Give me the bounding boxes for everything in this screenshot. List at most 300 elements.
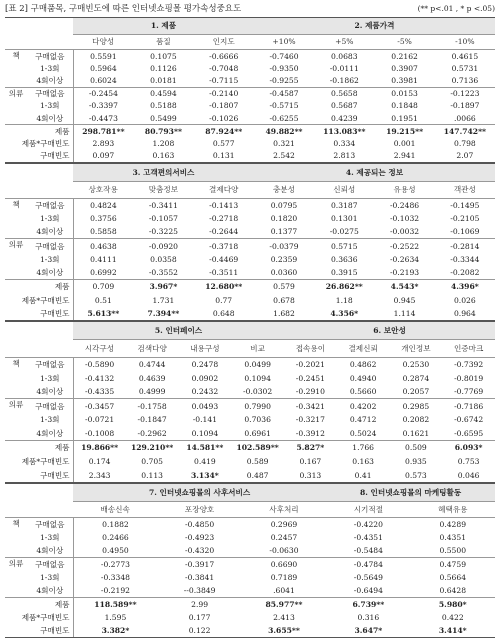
value-cell: 0.0493 bbox=[179, 399, 232, 413]
value-text: 0.577 bbox=[212, 139, 235, 149]
value-cell: -0.0032 bbox=[389, 227, 420, 237]
table-row bbox=[5, 198, 495, 212]
significance-mark: ** bbox=[234, 282, 243, 292]
value-cell bbox=[314, 280, 374, 294]
value-text: 118.589 bbox=[94, 599, 129, 609]
stat-label: 제품 bbox=[5, 441, 73, 455]
row-label: 1-3회 bbox=[27, 531, 73, 544]
value-text: 1.18 bbox=[335, 295, 353, 305]
value-cell: 0.6992 bbox=[90, 268, 117, 278]
value-text: 0.122 bbox=[188, 625, 211, 635]
value-cell: -0.3225 bbox=[148, 227, 178, 237]
value-cell: -0.2773 bbox=[73, 558, 157, 572]
value-cell: -0.0721 bbox=[85, 415, 115, 425]
section-title: 2. 제품가격 bbox=[254, 18, 495, 35]
column-header: 상호작용 bbox=[73, 181, 133, 198]
value-text: 0.487 bbox=[246, 470, 269, 480]
value-cell bbox=[435, 307, 495, 321]
section-title: 1. 제품 bbox=[73, 18, 254, 35]
value-cell: -0.5715 bbox=[269, 101, 299, 111]
group-label: 의류 bbox=[5, 87, 27, 125]
value-cell: 0.2478 bbox=[191, 359, 219, 369]
value-cell: -0.7115 bbox=[209, 76, 239, 86]
table-block bbox=[5, 163, 495, 321]
value-cell: 0.4111 bbox=[90, 254, 117, 264]
significance-mark: * bbox=[378, 625, 383, 635]
value-cell bbox=[73, 468, 126, 482]
corner-cell bbox=[5, 484, 73, 502]
value-text: 6.739 bbox=[352, 599, 377, 609]
value-text: 0.026 bbox=[453, 295, 476, 305]
column-header: 시기적절 bbox=[326, 501, 410, 517]
corner-cell bbox=[5, 501, 73, 517]
value-text: 3.414 bbox=[438, 625, 463, 635]
stat-label: 제품*구매빈도 bbox=[5, 293, 73, 306]
value-text: 1.731 bbox=[152, 295, 175, 305]
value-cell: 0.5964 bbox=[90, 63, 117, 73]
value-cell: 0.5858 bbox=[90, 227, 117, 237]
column-header: 결제신뢰 bbox=[337, 340, 390, 357]
column-header: 맞춤정보 bbox=[133, 181, 193, 198]
value-text: 0.798 bbox=[454, 139, 476, 149]
value-text: 0.422 bbox=[441, 612, 464, 622]
column-header: -10% bbox=[435, 34, 495, 49]
corner-cell bbox=[5, 322, 73, 340]
value-cell bbox=[73, 150, 133, 163]
value-cell bbox=[73, 125, 133, 138]
row-label: 구매없음 bbox=[27, 357, 73, 371]
table-block bbox=[5, 321, 495, 483]
significance-mark: * bbox=[214, 470, 219, 480]
value-cell bbox=[73, 307, 133, 321]
column-header: 다양성 bbox=[73, 34, 133, 49]
value-cell: 0.1820 bbox=[270, 214, 298, 224]
table-row bbox=[5, 385, 495, 399]
value-cell: -0.3912 bbox=[295, 428, 325, 438]
column-header: 품질 bbox=[133, 34, 193, 49]
value-cell: 0.3907 bbox=[391, 63, 418, 73]
value-cell bbox=[231, 441, 284, 455]
value-cell: 0.7136 bbox=[451, 76, 479, 86]
value-text: 0.046 bbox=[457, 470, 480, 480]
value-cell: -0.2140 bbox=[194, 87, 254, 100]
row-label: 4회이상 bbox=[27, 112, 73, 125]
value-cell: -0.2193 bbox=[389, 268, 420, 278]
value-cell: -0.9350 bbox=[269, 63, 299, 73]
value-cell: 0.0902 bbox=[191, 373, 219, 383]
value-cell: 0.5500 bbox=[439, 546, 467, 556]
value-text: 87.924 bbox=[205, 126, 235, 136]
value-cell: 0.0683 bbox=[331, 51, 358, 61]
value-cell: -0.5890 bbox=[85, 359, 115, 369]
significance-mark: ** bbox=[291, 625, 300, 635]
value-cell: -0.1495 bbox=[450, 200, 480, 210]
table-row bbox=[5, 571, 495, 584]
value-text: 6.093 bbox=[454, 443, 479, 453]
value-cell: 0.2162 bbox=[391, 51, 418, 61]
value-cell: -0.3397 bbox=[88, 101, 118, 111]
table-row bbox=[5, 531, 495, 544]
value-text: 2.542 bbox=[273, 151, 295, 161]
value-cell: -0.0630 bbox=[269, 546, 299, 556]
value-cell: 0.4289 bbox=[439, 520, 467, 530]
table-row bbox=[5, 399, 495, 413]
value-cell: -0.6494 bbox=[353, 585, 383, 595]
value-cell bbox=[314, 150, 374, 163]
value-text: 1.114 bbox=[393, 308, 416, 318]
value-cell: 0.3915 bbox=[330, 268, 358, 278]
column-header: -5% bbox=[374, 34, 434, 49]
value-text: 0.113 bbox=[141, 470, 163, 480]
table-row bbox=[5, 518, 495, 532]
value-text: 0.935 bbox=[405, 457, 427, 467]
significance-mark: ** bbox=[294, 126, 303, 136]
stat-row bbox=[5, 150, 495, 163]
value-cell bbox=[374, 150, 434, 163]
value-cell bbox=[73, 597, 157, 611]
value-cell bbox=[314, 125, 374, 138]
value-cell: -0.4923 bbox=[185, 533, 215, 543]
table-row bbox=[5, 100, 495, 112]
value-cell: -0.4587 bbox=[254, 87, 314, 100]
row-label: 4회이상 bbox=[27, 74, 73, 87]
value-text: 0.321 bbox=[273, 139, 295, 149]
value-cell bbox=[231, 468, 284, 482]
value-cell bbox=[133, 293, 193, 306]
value-cell bbox=[435, 280, 495, 294]
value-cell: 0.1882 bbox=[102, 520, 129, 530]
value-text: 2.893 bbox=[92, 139, 115, 149]
value-cell: 0.4759 bbox=[411, 558, 495, 572]
value-cell: 0.6961 bbox=[244, 428, 271, 438]
column-header: 인지도 bbox=[194, 34, 254, 49]
value-text: 4.396 bbox=[450, 282, 475, 292]
value-text: 2.941 bbox=[393, 151, 416, 161]
value-cell bbox=[73, 280, 133, 294]
value-cell: 0.1094 bbox=[191, 428, 219, 438]
value-cell: 0.5658 bbox=[314, 87, 374, 100]
row-label: 구매없음 bbox=[27, 87, 73, 100]
value-text: 49.882 bbox=[265, 126, 295, 136]
value-cell: 0.4615 bbox=[451, 51, 479, 61]
table-row bbox=[5, 427, 495, 441]
value-text: 2.07 bbox=[456, 151, 474, 161]
value-cell: 0.1377 bbox=[270, 227, 298, 237]
row-label: 4회이상 bbox=[27, 266, 73, 280]
value-cell: -0.5484 bbox=[353, 546, 383, 556]
value-cell bbox=[231, 455, 284, 469]
value-cell: -0.1862 bbox=[329, 76, 359, 86]
value-cell: 0.2082 bbox=[402, 415, 430, 425]
value-cell bbox=[242, 611, 326, 624]
value-cell: 0.0360 bbox=[270, 268, 298, 278]
row-label: 1-3회 bbox=[27, 571, 73, 584]
column-header-row bbox=[5, 340, 495, 357]
value-cell: 0.5664 bbox=[439, 573, 467, 582]
value-cell bbox=[411, 624, 495, 638]
value-cell: -0.3718 bbox=[194, 239, 254, 253]
value-cell bbox=[435, 138, 495, 150]
table-row bbox=[5, 225, 495, 239]
stat-row bbox=[5, 307, 495, 321]
value-cell bbox=[254, 138, 314, 150]
value-cell: 0.2057 bbox=[402, 387, 430, 397]
value-cell: 0.7990 bbox=[231, 399, 284, 413]
value-text: 14.581 bbox=[186, 443, 216, 453]
value-text: 1.595 bbox=[104, 612, 127, 622]
column-header: 검색다양 bbox=[126, 340, 179, 357]
significance-mark: * bbox=[462, 599, 467, 609]
value-cell bbox=[73, 441, 126, 455]
value-cell: 0.5660 bbox=[349, 387, 377, 397]
value-cell: 0.5188 bbox=[150, 101, 177, 111]
value-text: 0.167 bbox=[299, 457, 322, 467]
value-cell bbox=[374, 138, 434, 150]
value-cell bbox=[194, 125, 254, 138]
value-cell: 0.3981 bbox=[391, 76, 418, 86]
value-cell bbox=[284, 441, 337, 455]
value-cell bbox=[157, 611, 241, 624]
stat-row bbox=[5, 280, 495, 294]
value-text: 4.543 bbox=[390, 282, 415, 292]
significance-mark: * bbox=[173, 282, 178, 292]
stat-row bbox=[5, 125, 495, 138]
stat-row bbox=[5, 441, 495, 455]
row-label: 구매없음 bbox=[27, 399, 73, 413]
value-cell bbox=[326, 624, 410, 638]
value-cell: 0.4712 bbox=[349, 415, 377, 425]
column-header: 접속용이 bbox=[284, 340, 337, 357]
section-header-row bbox=[5, 18, 495, 35]
value-cell bbox=[435, 150, 495, 163]
value-cell: 0.6690 bbox=[242, 558, 326, 572]
significance-mark: ** bbox=[128, 599, 137, 609]
value-cell bbox=[73, 611, 157, 624]
value-cell: 0.2969 bbox=[270, 520, 298, 530]
stat-label: 제품*구매빈도 bbox=[5, 455, 73, 469]
value-cell: 0.5715 bbox=[314, 239, 374, 253]
value-cell: -0.6666 bbox=[209, 51, 239, 61]
value-cell bbox=[390, 455, 443, 469]
stat-row bbox=[5, 455, 495, 469]
stat-row bbox=[5, 138, 495, 150]
significance-mark: ** bbox=[376, 599, 385, 609]
table-row bbox=[5, 239, 495, 253]
row-label: 4회이상 bbox=[27, 225, 73, 239]
value-text: 0.77 bbox=[215, 295, 233, 305]
significance-mark: ** bbox=[270, 443, 279, 453]
value-cell bbox=[133, 307, 193, 321]
group-label: 책 bbox=[12, 51, 20, 61]
stat-row bbox=[5, 611, 495, 624]
value-text: 3.382 bbox=[101, 625, 126, 635]
value-text: 147.742 bbox=[443, 126, 479, 136]
value-cell bbox=[179, 468, 232, 482]
significance-mark: ** bbox=[215, 443, 224, 453]
value-cell bbox=[390, 441, 443, 455]
significance-mark: * bbox=[354, 308, 359, 318]
value-cell: 0.6428 bbox=[439, 585, 467, 595]
value-cell: 0.4950 bbox=[102, 546, 129, 556]
stat-row bbox=[5, 597, 495, 611]
value-cell: -0.2522 bbox=[374, 239, 434, 253]
value-text: 3.647 bbox=[354, 625, 379, 635]
significance-mark: ** bbox=[354, 282, 363, 292]
row-label: 구매없음 bbox=[27, 198, 73, 212]
value-text: 0.316 bbox=[357, 612, 380, 622]
value-cell: 0.5687 bbox=[331, 101, 358, 111]
value-cell: 0.7189 bbox=[270, 573, 298, 582]
value-text: 0.678 bbox=[273, 295, 295, 305]
value-text: 0.41 bbox=[354, 470, 372, 480]
row-label: 구매없음 bbox=[27, 518, 73, 532]
value-cell: 0.2359 bbox=[270, 254, 298, 264]
value-cell bbox=[194, 150, 254, 163]
table-row bbox=[5, 87, 495, 100]
value-text: 2.343 bbox=[88, 470, 111, 480]
value-text: 80.793 bbox=[144, 126, 174, 136]
value-text: 26.862 bbox=[325, 282, 355, 292]
column-header: +5% bbox=[314, 34, 374, 49]
corner-cell bbox=[5, 181, 73, 198]
value-cell: 0.1848 bbox=[391, 101, 418, 111]
value-text: 0.964 bbox=[453, 308, 476, 318]
value-cell: -0.1758 bbox=[126, 399, 179, 413]
value-cell bbox=[337, 455, 390, 469]
value-cell bbox=[73, 293, 133, 306]
stat-label: 제품 bbox=[5, 280, 73, 294]
row-label: 4회이상 bbox=[27, 427, 73, 441]
value-cell: 0.3187 bbox=[330, 200, 358, 210]
value-cell: -0.4220 bbox=[353, 520, 383, 530]
value-cell: -0.0920 bbox=[133, 239, 193, 253]
row-label: 구매없음 bbox=[27, 558, 73, 572]
value-cell: 0.4744 bbox=[138, 359, 166, 369]
table-row bbox=[5, 371, 495, 385]
value-text: 0.001 bbox=[393, 139, 416, 149]
value-text: 1.208 bbox=[152, 139, 175, 149]
value-cell: -0.1223 bbox=[435, 87, 495, 100]
value-cell bbox=[73, 455, 126, 469]
value-cell bbox=[254, 125, 314, 138]
value-cell bbox=[314, 307, 374, 321]
value-text: 298.781 bbox=[82, 126, 117, 136]
section-title: 8. 인터넷쇼핑몰의 마케팅활동 bbox=[326, 484, 495, 502]
value-cell: -0.4132 bbox=[85, 373, 115, 383]
value-cell bbox=[435, 125, 495, 138]
column-header: 내용구성 bbox=[179, 340, 232, 357]
value-cell: 0.4940 bbox=[349, 373, 377, 383]
value-cell: -0.1897 bbox=[450, 101, 480, 111]
significance-mark: ** bbox=[478, 126, 487, 136]
value-cell: -0.2644 bbox=[209, 227, 239, 237]
section-title: 7. 인터넷쇼핑몰의 사후서비스 bbox=[73, 484, 326, 502]
column-header: 유용성 bbox=[374, 181, 434, 198]
value-text: 2.813 bbox=[333, 151, 356, 161]
value-cell: -0.3348 bbox=[100, 573, 131, 582]
section-title: 5. 인터페이스 bbox=[73, 322, 284, 340]
value-cell: --0.3849 bbox=[183, 585, 216, 595]
value-text: 0.177 bbox=[188, 612, 211, 622]
value-cell: 0.4239 bbox=[331, 113, 358, 123]
value-cell: -0.2454 bbox=[73, 87, 133, 100]
value-cell: 0.3636 bbox=[330, 254, 358, 264]
value-text: 0.419 bbox=[194, 457, 216, 467]
significance-mark: * bbox=[478, 443, 483, 453]
value-text: 129.210 bbox=[130, 443, 166, 453]
value-text: 0.174 bbox=[88, 457, 111, 467]
row-label: 구매없음 bbox=[27, 50, 73, 63]
value-cell: 0.6024 bbox=[90, 76, 117, 86]
value-cell bbox=[284, 455, 337, 469]
value-cell: -0.5649 bbox=[353, 573, 383, 582]
significance-mark: ** bbox=[173, 126, 182, 136]
column-header: +10% bbox=[254, 34, 314, 49]
value-cell bbox=[194, 280, 254, 294]
value-cell: 0.4824 bbox=[90, 200, 117, 210]
value-text: 5.827 bbox=[296, 443, 321, 453]
column-header: 포장양호 bbox=[157, 501, 241, 517]
value-cell: -0.0302 bbox=[243, 387, 273, 397]
value-cell bbox=[411, 597, 495, 611]
group-label: 책 bbox=[12, 358, 20, 368]
value-cell: -0.3917 bbox=[157, 558, 241, 572]
value-cell: -0.0111 bbox=[329, 63, 359, 73]
value-text: 0.51 bbox=[94, 295, 112, 305]
value-cell bbox=[157, 624, 241, 638]
value-text: 0.163 bbox=[152, 151, 175, 161]
value-cell: 0.4639 bbox=[138, 373, 166, 383]
value-text: 1.766 bbox=[352, 443, 374, 453]
value-cell: 0.5731 bbox=[451, 63, 479, 73]
value-cell: 0.7036 bbox=[244, 415, 271, 425]
value-text: 113.083 bbox=[323, 126, 358, 136]
value-cell bbox=[242, 624, 326, 638]
table-row bbox=[5, 558, 495, 572]
value-cell: -0.2634 bbox=[389, 254, 420, 264]
value-text: 0.709 bbox=[92, 282, 115, 292]
row-label: 1-3회 bbox=[27, 62, 73, 74]
value-cell bbox=[411, 611, 495, 624]
value-text: 19.866 bbox=[81, 443, 111, 453]
value-cell bbox=[442, 468, 495, 482]
row-label: 1-3회 bbox=[27, 413, 73, 427]
value-cell bbox=[179, 441, 232, 455]
column-header: 비교 bbox=[231, 340, 284, 357]
value-cell: 0.2985 bbox=[390, 399, 443, 413]
column-header-row bbox=[5, 501, 495, 517]
table-row bbox=[5, 74, 495, 87]
value-text: 7.394 bbox=[147, 308, 172, 318]
value-cell bbox=[179, 455, 232, 469]
row-label: 4회이상 bbox=[27, 584, 73, 598]
value-cell: -0.7769 bbox=[454, 387, 484, 397]
value-cell: -0.4473 bbox=[88, 113, 118, 123]
value-cell: 0.1094 bbox=[244, 373, 271, 383]
value-text: 0.163 bbox=[352, 457, 374, 467]
value-text: 3.967 bbox=[149, 282, 174, 292]
value-text: 12.680 bbox=[205, 282, 235, 292]
significance-mark: ** bbox=[171, 308, 180, 318]
value-cell: -0.3217 bbox=[295, 415, 325, 425]
value-cell: -0.1032 bbox=[389, 214, 420, 224]
table-row bbox=[5, 584, 495, 598]
value-cell bbox=[337, 468, 390, 482]
value-cell: 0.3756 bbox=[90, 214, 117, 224]
value-cell: -0.6255 bbox=[269, 113, 299, 123]
value-text: 0.579 bbox=[273, 282, 295, 292]
value-cell: -0.3457 bbox=[73, 399, 126, 413]
